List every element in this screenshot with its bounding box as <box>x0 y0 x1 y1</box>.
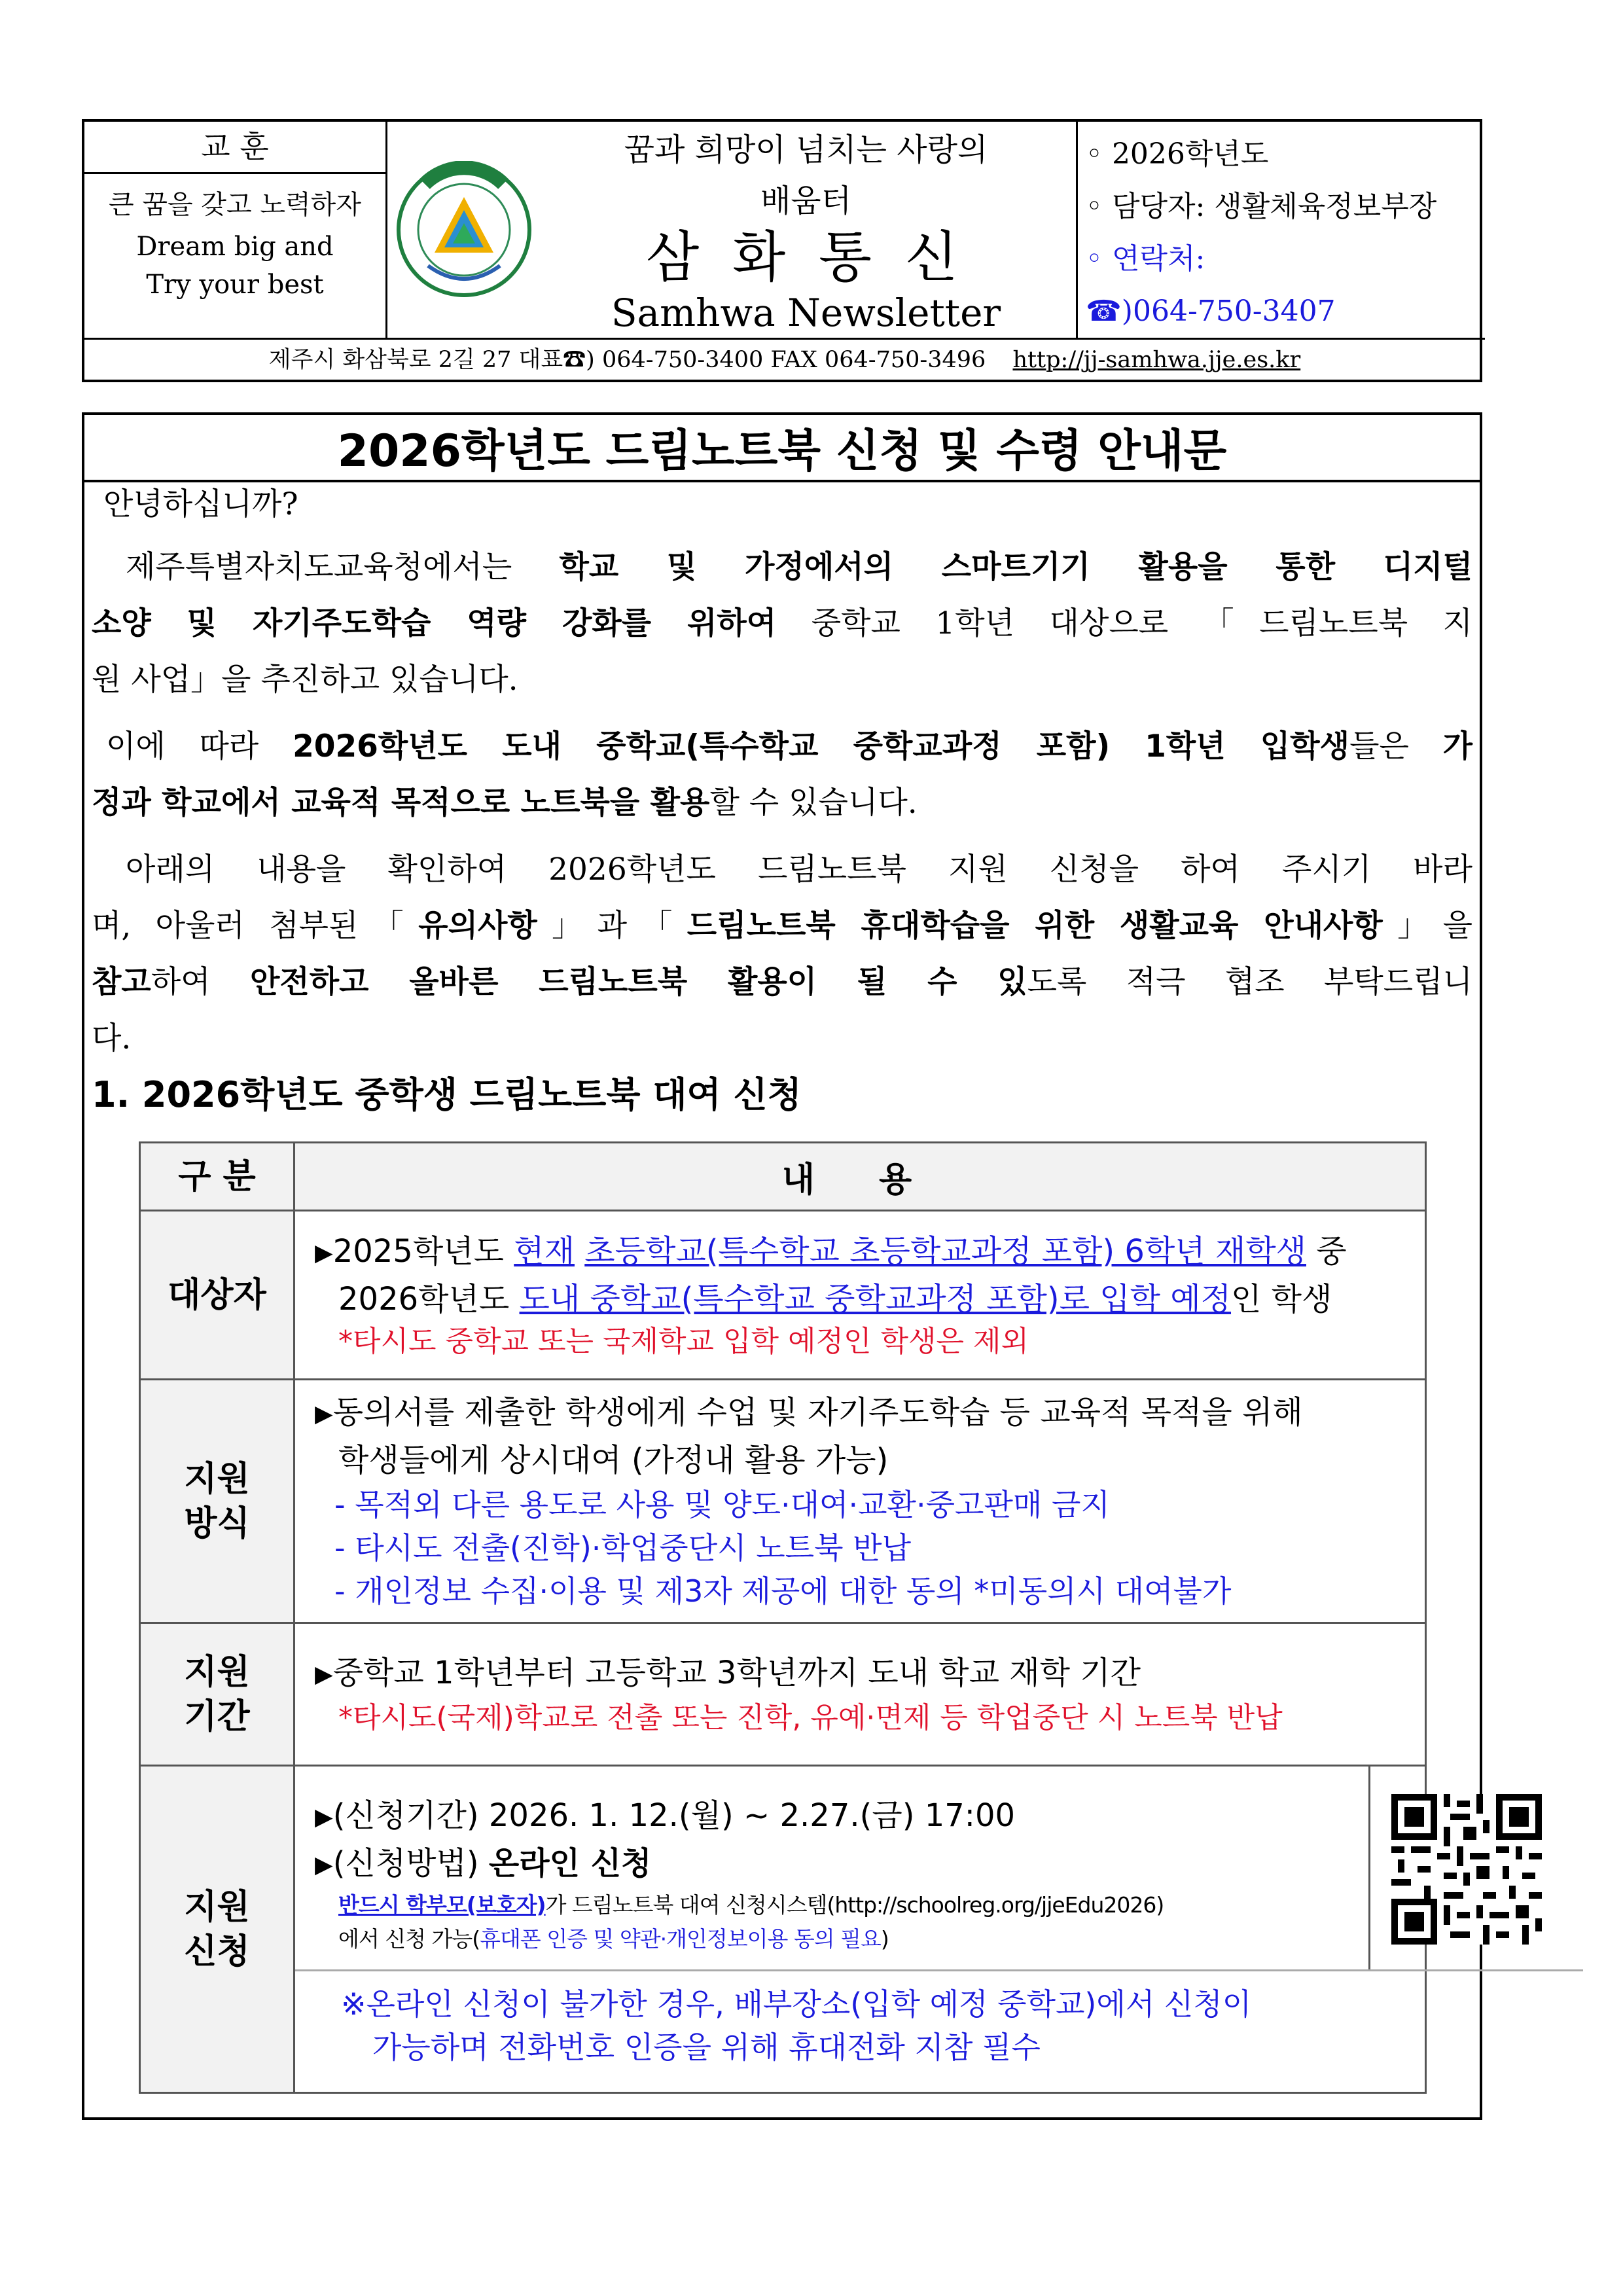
section-heading: 1. 2026학년도 중학생 드림노트북 대여 신청 <box>92 1074 802 1115</box>
qr-divider <box>1368 1767 1370 1969</box>
school-logo <box>395 161 533 298</box>
paragraph-3-line4: 다. <box>92 1020 132 1056</box>
motto-title: 교 훈 <box>201 129 269 164</box>
info-manager: ◦ 담당자: 생활체육정보부장 <box>1086 190 1437 223</box>
paragraph-1-line3: 원 사업」을 추진하고 있습니다. <box>92 662 518 698</box>
qr-code[interactable] <box>1391 1794 1542 1945</box>
address-bar <box>84 340 1485 380</box>
slogan-1: 꿈과 희망이 넘치는 사랑의 <box>624 132 988 168</box>
table-row <box>140 1380 1426 1623</box>
paragraph-1: 제주특별자치도교육청에서는 학교 및 가정에서의 스마트기기 활용을 통한 디지털 <box>126 549 1472 585</box>
paragraph-3-line3: 참고하여 안전하고 올바른 드림노트북 활용이 될 수 있도록 적극 협조 부탁드립니 <box>92 964 1472 1000</box>
row-content-period: ▶중학교 1학년부터 고등학교 3학년까지 도내 학교 재학 기간 *타시도(국제)학교로 전출 또는 진학, 유예·면제 등 학업중단 시 노트북 반납 <box>294 1623 1426 1766</box>
header-category: 구 분 <box>140 1143 294 1211</box>
info-contact-label: ◦ 연락처: <box>1086 242 1205 276</box>
paragraph-2-line2: 정과 학교에서 교육적 목적으로 노트북을 활용할 수 있습니다. <box>92 785 918 821</box>
motto <box>84 186 385 304</box>
divider <box>84 172 385 174</box>
document-title-box <box>82 412 1482 482</box>
motto-en-2: Try your best <box>146 270 324 300</box>
greeting: 안녕하십니까? <box>103 486 298 522</box>
document-title: 2026학년도 드림노트북 신청 및 수령 안내문 <box>337 425 1227 477</box>
motto-ko: 큰 꿈을 갖고 노력하자 <box>109 190 361 220</box>
paragraph-2: 이에 따라 2026학년도 도내 중학교(특수학교 중학교과정 포함) 1학년 입학생들은 가 <box>106 728 1472 764</box>
info-phone: ☎)064-750-3407 <box>1086 295 1336 328</box>
row-label-apply: 지원 신청 <box>140 1766 294 2093</box>
row-label-target: 대상자 <box>140 1211 294 1380</box>
slogan-2: 배움터 <box>760 183 852 219</box>
motto-en-1: Dream big and <box>136 232 334 262</box>
table-header-row <box>140 1143 1426 1211</box>
paragraph-3-line2: 며, 아울러 첨부된「유의사항」과「드림노트북 휴대학습을 위한 생활교육 안내사항」을 <box>92 908 1472 944</box>
row-content-method: ▶동의서를 제출한 학생에게 수업 및 자기주도학습 등 교육적 목적을 위해 학생들에게 상시대여 (가정내 활용 가능) - 목적외 다른 용도로 사용 및 양도·대여·교환·중고판매 금지 - 타시도 전출(진학)·학업중단시 노트북 반납 - 개인정보 수집·이용 및 제3자 제공에 대한 동의 *미동의시 대여불가 <box>294 1380 1426 1623</box>
row-label-period: 지원 기간 <box>140 1623 294 1766</box>
info-block <box>1086 128 1478 338</box>
table-row <box>140 1623 1426 1766</box>
row-label-method: 지원 방식 <box>140 1380 294 1623</box>
header-content: 내 용 <box>294 1143 1426 1211</box>
row-content-apply: ▶(신청기간) 2026. 1. 12.(월) ~ 2.27.(금) 17:00 ▶(신청방법) 온라인 신청 반드시 학부모(보호자)가 드림노트북 대여 신청시스템(http://schoolreg.org/jjeEdu2026) 에서 신청 가능(휴대폰 인증 및 약관·개인정보이용 동의 필요) ※온라인 신청이 불가한 경우, 배부장소(입학 예정 중학교)에서 신청이 가능하며 전화번호 인증을 위해 휴대전화 지참 필수 <box>294 1766 1426 2093</box>
newsletter-title-ko: 삼 화 통 신 <box>646 225 966 289</box>
address: 제주시 화삼북로 2길 27 대표☎) 064-750-3400 FAX 064-750-3496 <box>268 347 986 373</box>
header-box <box>82 119 1482 382</box>
info-year: ◦ 2026학년도 <box>1086 137 1269 171</box>
paragraph-1-line2: 소양 및 자기주도학습 역량 강화를 위하여 중학교 1학년 대상으로 「드림노트북 지 <box>92 605 1472 641</box>
newsletter-title-en: Samhwa Newsletter <box>611 291 1001 335</box>
paragraph-3: 아래의 내용을 확인하여 2026학년도 드림노트북 지원 신청을 하여 주시기 바라 <box>126 852 1472 888</box>
divider <box>385 122 387 338</box>
table-row <box>140 1766 1426 2093</box>
table-row <box>140 1211 1426 1380</box>
divider <box>1076 122 1078 338</box>
slogan <box>536 124 1076 226</box>
row-content-target: ▶2025학년도 현재 초등학교(특수학교 초등학교과정 포함) 6학년 재학생 중 2026학년도 도내 중학교(특수학교 중학교과정 포함)로 입학 예정인 학생 *타시도 중학교 또는 국제학교 입학 예정인 학생은 제외 <box>294 1211 1426 1380</box>
homepage-link[interactable]: http://jj-samhwa.jje.es.kr <box>1012 347 1301 373</box>
row-divider <box>295 1969 1583 1971</box>
application-table <box>139 1141 1427 2094</box>
